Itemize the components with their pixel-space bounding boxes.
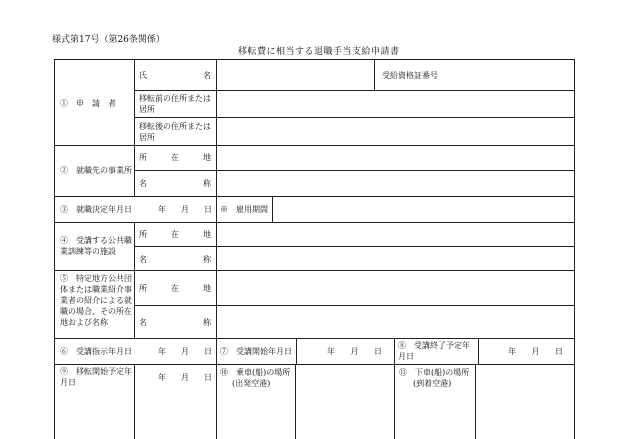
training-location-field[interactable] [217, 223, 573, 246]
boarding-place-sub: (出発空港) [232, 379, 271, 388]
special-location-label: 所在地 [139, 284, 211, 293]
col-divider [134, 222, 135, 338]
col-divider [134, 59, 135, 196]
instruction-date-field[interactable]: 年 月 日 [158, 347, 212, 356]
name-label: 氏名 [139, 71, 211, 80]
form-title: 移転費に相当する退職手当支給申請書 [238, 47, 400, 57]
applicant-label: ① 申 請 者 [60, 99, 116, 108]
employment-period-field[interactable] [273, 197, 573, 222]
alight-place-field[interactable] [477, 365, 573, 439]
decision-date-field[interactable]: 年 月 日 [158, 205, 212, 214]
col-divider [475, 364, 476, 439]
employment-period-label: ※ 雇用期間 [220, 205, 268, 214]
form-number: 様式第17号（第26条関係） [52, 35, 165, 45]
training-facility-label: ④ 受講する公共職業訓練等の施設 [60, 236, 132, 256]
name-field[interactable] [217, 60, 373, 90]
prev-address-field[interactable] [217, 91, 573, 117]
col-divider [295, 364, 296, 439]
cert-number-field[interactable] [445, 60, 573, 90]
cert-number-label: 受給資格証番号 [382, 71, 438, 80]
col-divider [296, 338, 297, 364]
special-name-field[interactable] [217, 306, 573, 338]
prev-address-label: 移転前の住所または居所 [139, 94, 211, 114]
move-start-date-field[interactable]: 年 月 日 [158, 373, 212, 382]
training-name-label: 名称 [139, 255, 211, 264]
course-end-date-label: ⑧ 受講終了予定年月日 [398, 341, 470, 361]
training-location-label: 所在地 [139, 230, 211, 239]
alight-place-label: ⑪ 下車(船)の場所 [399, 368, 470, 377]
training-name-field[interactable] [217, 247, 573, 270]
course-start-date-label: ⑦ 受講開始年月日 [220, 347, 292, 356]
col-divider [374, 59, 375, 91]
special-location-field[interactable] [217, 271, 573, 305]
special-name-label: 名称 [139, 318, 211, 327]
employer-location-label: 所在地 [139, 153, 211, 162]
boarding-place-field[interactable] [297, 365, 393, 439]
special-placement-label: ⑤ 特定地方公共団体または職業紹介事業者の紹介による就職の場合、その所在地および名称 [60, 274, 132, 327]
col-divider [478, 338, 479, 364]
instruction-date-label: ⑥ 受講指示年月日 [60, 347, 132, 356]
move-start-date-label: ⑨ 移転開始予定年月日 [60, 367, 132, 387]
boarding-place-label: ⑩ 乗車(船)の場所 [220, 368, 291, 377]
course-end-date-field[interactable]: 年 月 日 [508, 347, 563, 356]
employer-label: ② 就職先の事業所 [60, 166, 132, 175]
row-divider [54, 338, 575, 339]
new-address-field[interactable] [217, 118, 573, 145]
decision-date-label: ③ 就職決定年月日 [60, 205, 132, 214]
col-divider [216, 338, 217, 439]
employer-name-field[interactable] [217, 171, 573, 196]
col-divider [134, 364, 135, 439]
employer-location-field[interactable] [217, 146, 573, 170]
col-divider [394, 338, 395, 439]
employer-name-label: 名称 [139, 179, 211, 188]
alight-place-sub: (到着空港) [413, 379, 452, 388]
new-address-label: 移転後の住所または居所 [139, 122, 211, 142]
course-start-date-field[interactable]: 年 月 日 [327, 347, 382, 356]
